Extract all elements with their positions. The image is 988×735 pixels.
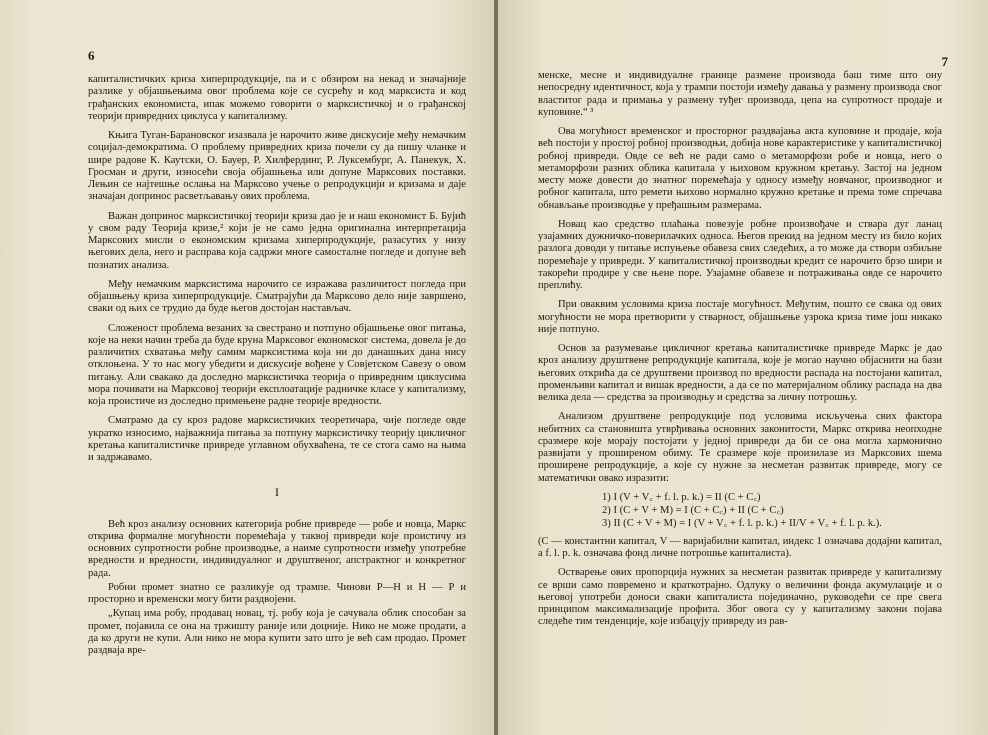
paragraph: Ова могућност временског и просторног раздвајања акта куповине и продаје, која већ постоји у простој робној производњи, добија нове карактеристике у капиталистичкој робној привреди. Овде се већ не ради само о метаморфози робе и новца, него о метаморфози разних облика капитала у њиховом кружном кретању. Застој на једном месту може довести до знатног поремећаја у односу између новчаног, производног и робног капитала, што ремети њихово нормално кружно кретање и према томе спречава обнављање производње у пређашњим размерама. xyxy=(538,126,942,211)
formula-line: 1) I (V + V꜀ + f. l. p. k.) = II (C + C꜀) xyxy=(602,491,761,503)
paragraph: Анализом друштвене репродукције под условима искључења свих фактора небитних са становишта утврђивања основних законитости, Маркс открива неопходне сразмере које морају постојати у једној привреди да би се она могла хармонично развијати у проширеном обиму. Те сразмере које произилазе из Марксових шема проширене репродукције, а које су нужне за несметан развитак привреде, могу се математички овако изразити: xyxy=(538,411,942,484)
page-number-right: 7 xyxy=(941,54,948,69)
paragraph: (C — константни капитал, V — варијабилни капитал, индекс 1 означава додајни капитал, а f. l. p. k. означава фонд личне потрошње капиталиста). xyxy=(538,535,942,559)
paragraph: Остварење ових пропорција нужних за несметан развитак привреде у капитализму се врши само повремено и краткотрајно. Одлуку о величини фонда акумулације и о његовој употреби доноси сваки капиталиста појединачно, руководећи се пре свега принципом максимализације профита. Због овога су у капитализму закони појава следеће тим тенденције, које избацују привреду из рав- xyxy=(538,567,942,628)
paragraph: Сматрамо да су кроз радове марксистичких теоретичара, чије погледе овде укратко износимо, најважнија питања за потпуну марксистичку теорију цикличног кретања капиталистичке привреде углавном обухваћена, те се стога само на њима и задржавамо. xyxy=(88,415,466,463)
paragraph: Робни промет знатно се разликује од трампе. Чинови Р—Н и Н — Р и просторно и временски могу бити раздвојени. xyxy=(88,581,466,605)
left-text-column xyxy=(88,74,466,659)
paragraph: менске, месне и индивидуалне границе размене производа баш тиме што ону непосредну идентичност, која у трампи постоји између давања у размену производа свог властитог рада и примања у размену туђег производа, цепа на супротност продаје и куповине.“ ³ xyxy=(538,70,942,118)
paragraph: Новац као средство плаћања повезује робне произвођаче и ствара дуг ланац узајамних дужничко-поверилачких односа. Његов прекид на једном месту из било којих разлога доводи у питање испуњење обавеза свих следећих, а то може да створи озбиљне поремећаје у привреди. У капиталистичкој производњи кредит се нарочито брзо шири и такорећи продире у све њене поре. Узајамне обавезе и потраживања овде се нарочито преплићу. xyxy=(538,218,942,291)
paragraph: Међу немачким марксистима нарочито се изражава различитост погледа при објашњењу криза хиперпродукције. Сматрајући да Марксово дело није завршено, сваки од њих се трудио да буде његов достојан настављач. xyxy=(88,278,466,315)
right-page xyxy=(498,0,988,735)
paragraph: Сложеност проблема везаних за свестрано и потпуно објашњење овог питања, које на неки начин треба да буде круна Марксовог економског система, довела је до различитих схватања међу самим марксистима која ни до данашњих дана нису отклоњена. У то нас могу убедити и дискусије вођене у Совјетском Савезу о овом питању. Али свакако да доследно марксистичка теорија о привредним циклусима мора почивати на Марксовој теорији експлоатације радничке класе у капитализму, која проистиче из доследно примењене радне теорије вредности. xyxy=(88,322,466,407)
formula-line: 2) I (C + V + M) = I (C + C꜀) + II (C + C꜀) xyxy=(602,504,784,516)
section-numeral: I xyxy=(275,485,279,500)
paragraph: капиталистичких криза хиперпродукције, па и с обзиром на некад и значајније разлике у објашњењима овог проблема које се сусрећу и код марксиста и код грађанских економиста, ипак можемо говорити о марксистичкој и о грађанској теорији привредних циклуса у капитализму. xyxy=(88,74,466,122)
formula-block xyxy=(602,491,942,530)
formula-line: 3) II (C + V + M) = I (V + V꜀ + f. l. p. k.) + II/V + V꜀ + f. l. p. k.). xyxy=(602,517,882,529)
page-number-left: 6 xyxy=(88,48,95,63)
paragraph: При оваквим условима криза постаје могућност. Међутим, поштo се свака од ових могућности не мора претворити у стварност, објашњење узрока криза тиме још никако није потпуно. xyxy=(538,299,942,335)
paragraph: „Купац има робу, продавац новац, тј. робу која је сачувала облик способан за промет, појавила се она на тржишту раније или доцније. Нико не може продати, а да ко други не купи. Али нико не мора купити зато што је већ сам продао. Промет раздваја вре- xyxy=(88,608,466,656)
paragraph: Књига Туган-Барановског изазвала је нарочито живе дискусије међу немачким социјал-демократима. О проблему привредних криза почели су да пишу чланке и шире радове К. Каутски, О. Бауер, Р. Хилфердинг, Р. Луксембург, А. Панекук, Х. Гросман и други, износећи своја објашњења или допуне Марксових поставки. Лењин се најтешње ослања на Марксово учење о репродукцији и кризама и даје значајан допринос расветљавању ових проблема. xyxy=(88,130,466,203)
paragraph: Основ за разумевање цикличног кретања капиталистичке привреде Маркс је дао кроз анализу друштвене репродукције капитала, које је могао научно објаснити на бази његових открића да се друштвени производ по вредности распада на постојани капитал, променљиви капитал и вишак вредности, а да се по материјалном облику распада на два велика дела — средства за производњу и средства за личну потрошњу. xyxy=(538,343,942,403)
paragraph: Важан допринос марксистичкој теорији криза дао је и наш економист Б. Бујић у свом раду Теорија кризе,² који је не само једна оригинална интерпретација Марксових мисли о економским кризама хиперпродукције, разасутих у низу његових дела, него и расправа која садржи многе самосталне погледе и допуне већ познатих анализа. xyxy=(88,210,466,271)
right-text-column xyxy=(538,70,942,636)
paragraph: Већ кроз анализу основних категорија робне привреде — робе и новца, Маркс открива формалне могућности поремећаја у таквој привреди које проистичу из основних супротности робне производње, а наиме супротности између употребне вредности и вредности, индивидуалног и друштвеног, апстрактног и конкретног рада. xyxy=(88,518,466,579)
